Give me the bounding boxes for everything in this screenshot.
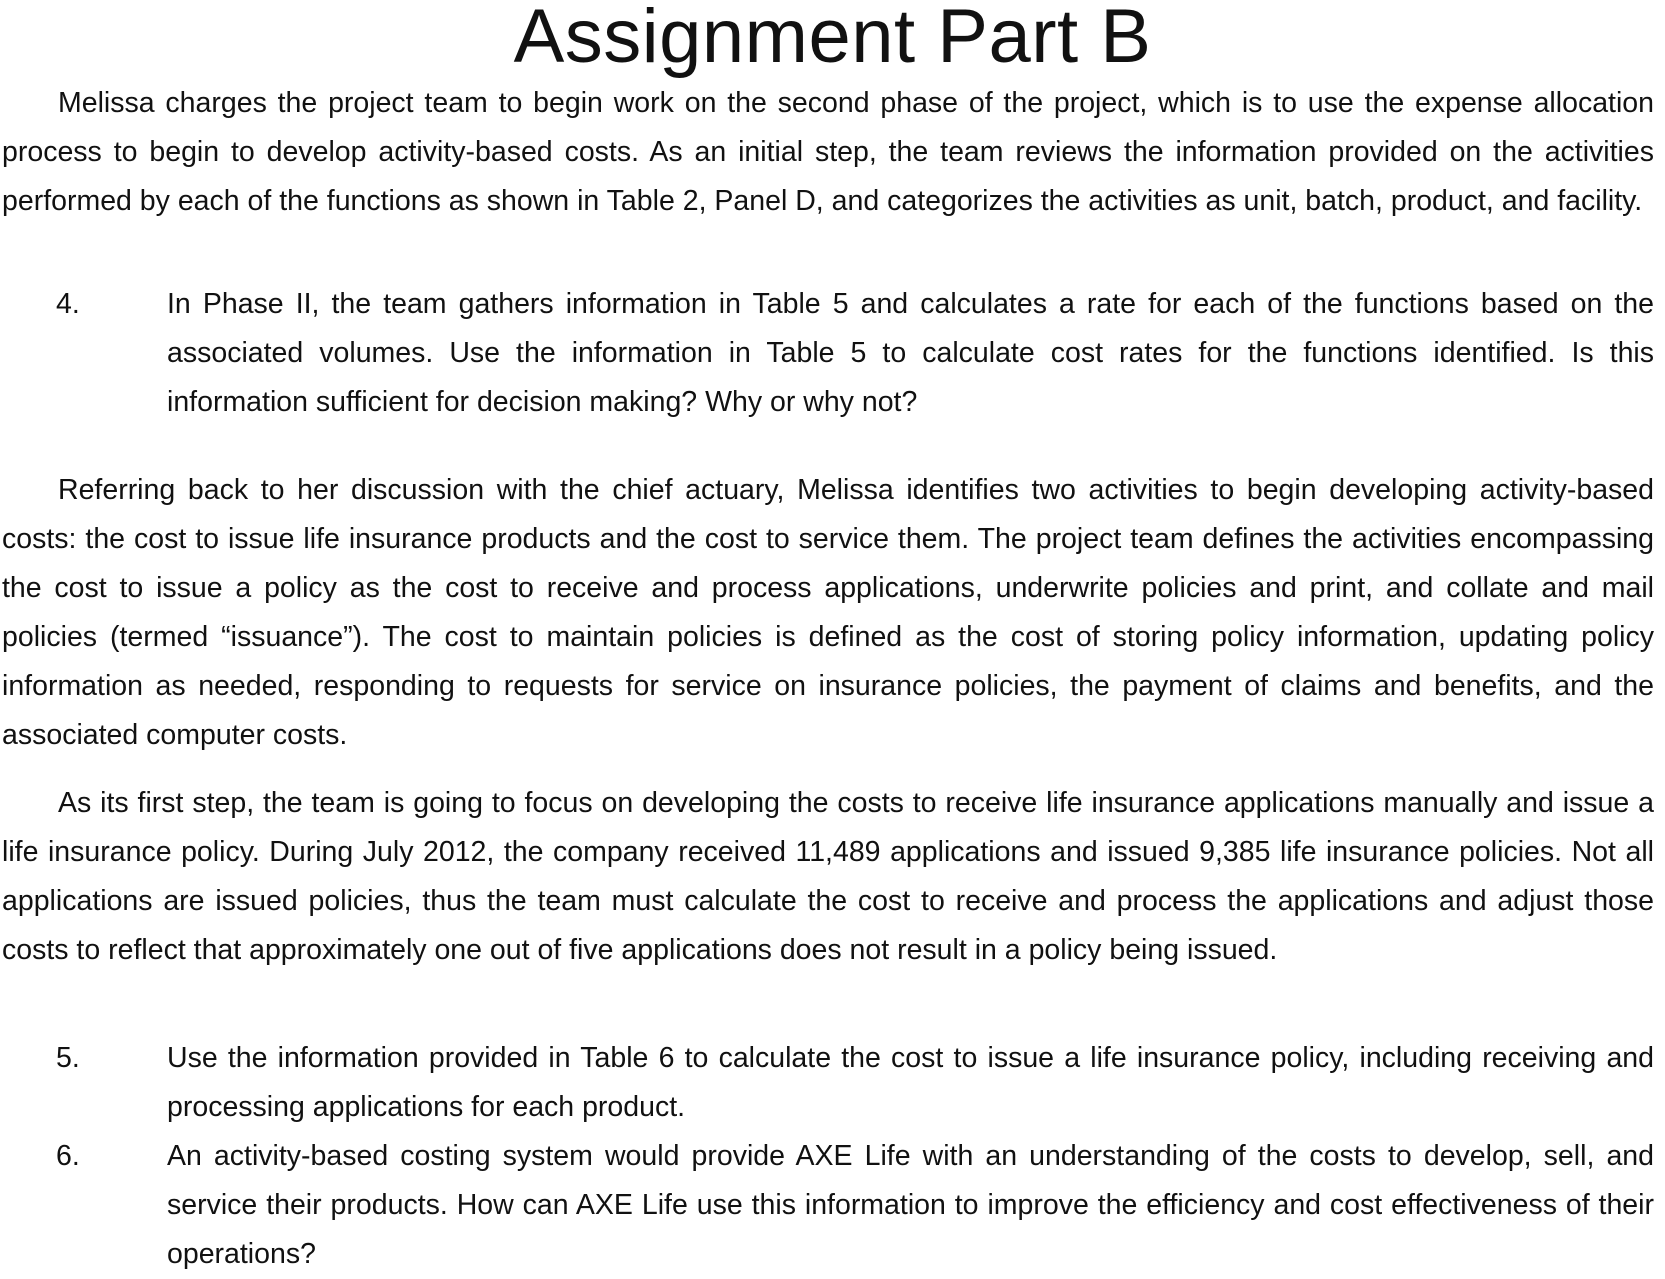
question-6-number: 6. [56, 1140, 80, 1172]
question-5-text: Use the information provided in Table 6 to calculate the cost to issue a life insurance policy, including receiving and processing applications for each product. [167, 1042, 1654, 1123]
referring-paragraph: Referring back to her discussion with the chief actuary, Melissa identifies two activities to begin developing activity-based costs: the cost to issue life insurance products and the cost to service them. The project team defines the activities encompassing the cost to issue a policy as the cost to receive and process applications, underwrite policies and print, and collate and mail policies (termed “issuance”). The cost to maintain policies is defined as the cost of storing policy information, updating policy information as needed, responding to requests for service on insurance policies, the payment of claims and benefits, and the associated computer costs. [2, 474, 1654, 751]
question-5-number: 5. [56, 1042, 80, 1074]
page-title: Assignment Part B [513, 0, 1152, 79]
first-step-paragraph: As its first step, the team is going to focus on developing the costs to receive life insurance applications manually and issue a life insurance policy. During July 2012, the company received 11,489 applications and issued 9,385 life insurance policies. Not all applications are issued policies, thus the team must calculate the cost to receive and process the applications and adjust those costs to reflect that approximately one out of five applications does not result in a policy being issued. [2, 787, 1654, 966]
question-4-text: In Phase II, the team gathers information in Table 5 and calculates a rate for each of the functions based on the associated volumes. Use the information in Table 5 to calculate cost rates for the functions identified. Is this information sufficient for decision making? Why or why not? [167, 288, 1654, 418]
intro-paragraph: Melissa charges the project team to begin work on the second phase of the project, which is to use the expense allocation process to begin to develop activity-based costs. As an initial step, the team reviews the information provided on the activities performed by each of the functions as shown in Table 2, Panel D, and categorizes the activities as unit, batch, product, and facility. [2, 87, 1654, 217]
question-6-text: An activity-based costing system would provide AXE Life with an understanding of the costs to develop, sell, and service their products. How can AXE Life use this information to improve the efficiency and cost effectiveness of their operations? [167, 1140, 1654, 1270]
question-4-number: 4. [56, 288, 80, 320]
